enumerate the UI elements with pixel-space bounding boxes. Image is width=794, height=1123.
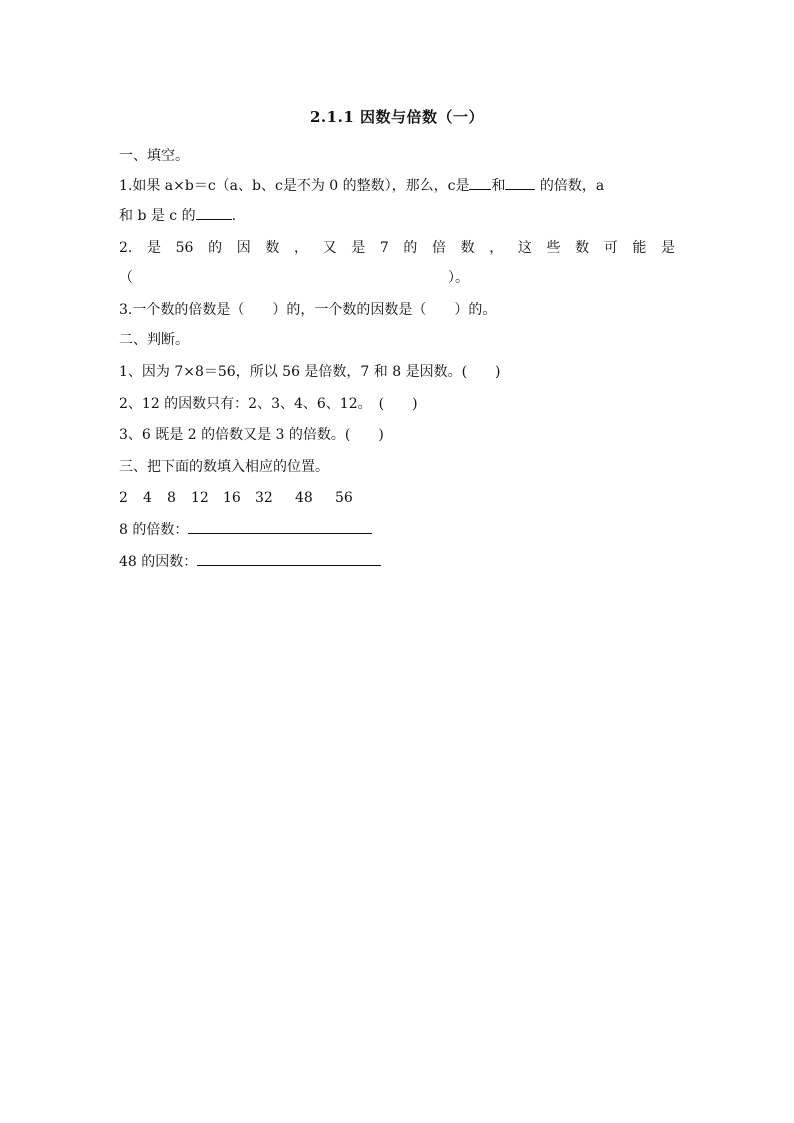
judge-item-1: 1、因为 7×8＝56，所以 56 是倍数，7 和 8 是因数。( ) <box>119 364 501 380</box>
number-item: 32 <box>255 490 273 506</box>
number-item: 12 <box>191 490 209 506</box>
factors-label: 48 的因数： <box>119 554 198 570</box>
question-3: 3.一个数的倍数是（ ）的，一个数的因数是（ ）的。 <box>119 302 497 318</box>
q1-text-c: 的倍数，a <box>535 178 605 194</box>
q2-word: 2. <box>119 240 133 256</box>
multiples-label: 8 的倍数： <box>119 522 189 538</box>
section-1-heading: 一、填空。 <box>119 148 189 164</box>
q2-word: 又 <box>322 240 337 256</box>
q2-word: 数 <box>460 240 475 256</box>
q1-blank-2[interactable] <box>505 177 535 190</box>
q2-word: 数 <box>265 240 280 256</box>
q2-word: 些 <box>546 240 561 256</box>
section-3-heading: 三、把下面的数填入相应的位置。 <box>119 459 329 475</box>
q2-word: 7 <box>379 240 389 256</box>
q2-word: 是 <box>660 240 675 256</box>
q2-word: 这 <box>517 240 532 256</box>
page-title: 2.1.1 因数与倍数（一） <box>310 108 484 126</box>
factors-of-48-row <box>119 551 381 572</box>
section-2-heading: 二、判断。 <box>119 332 189 348</box>
factors-answer-line[interactable] <box>197 551 381 566</box>
number-item: 56 <box>335 490 353 506</box>
q2-word: 是 <box>351 240 366 256</box>
q2-word: ， <box>489 240 504 256</box>
q2-word: 是 <box>146 240 161 256</box>
q2-close-paren: ）。 <box>448 270 469 286</box>
q2-word: 的 <box>208 240 223 256</box>
number-item: 2 <box>119 490 128 506</box>
number-list <box>119 488 359 508</box>
q2-word: 可 <box>603 240 618 256</box>
q1-blank-3[interactable] <box>196 207 232 220</box>
number-item: 8 <box>167 490 176 506</box>
q2-word: 数 <box>575 240 590 256</box>
q1-text-a: 1.如果 a×b＝c（a、b、c是不为 0 的整数），那么，c是 <box>119 178 470 194</box>
q2-word: 因 <box>236 240 251 256</box>
judge-item-3: 3、6 既是 2 的倍数又是 3 的倍数。( ) <box>119 427 384 443</box>
q2-open-paren: （ <box>119 270 133 286</box>
question-2-answer-paren[interactable] <box>119 268 469 288</box>
q2-word: 能 <box>632 240 647 256</box>
q2-word: 的 <box>403 240 418 256</box>
q1-text-e: . <box>231 208 237 224</box>
q1-blank-1[interactable] <box>469 177 491 190</box>
question-1-line-1 <box>119 176 604 196</box>
number-item: 16 <box>223 490 241 506</box>
number-item: 4 <box>143 490 152 506</box>
q1-text-b: 和 <box>491 178 506 194</box>
multiples-of-8-row <box>119 519 372 540</box>
question-2-line-1 <box>119 238 675 258</box>
multiples-answer-line[interactable] <box>188 519 372 534</box>
number-item: 48 <box>295 490 313 506</box>
q1-text-d: 和 b 是 c 的 <box>119 208 196 224</box>
judge-item-2: 2、12 的因数只有：2、3、4、6、12。 ( ) <box>119 396 418 412</box>
q2-word: 56 <box>175 240 194 256</box>
q2-word: ， <box>293 240 308 256</box>
question-1-line-2 <box>119 206 236 226</box>
q2-word: 倍 <box>431 240 446 256</box>
